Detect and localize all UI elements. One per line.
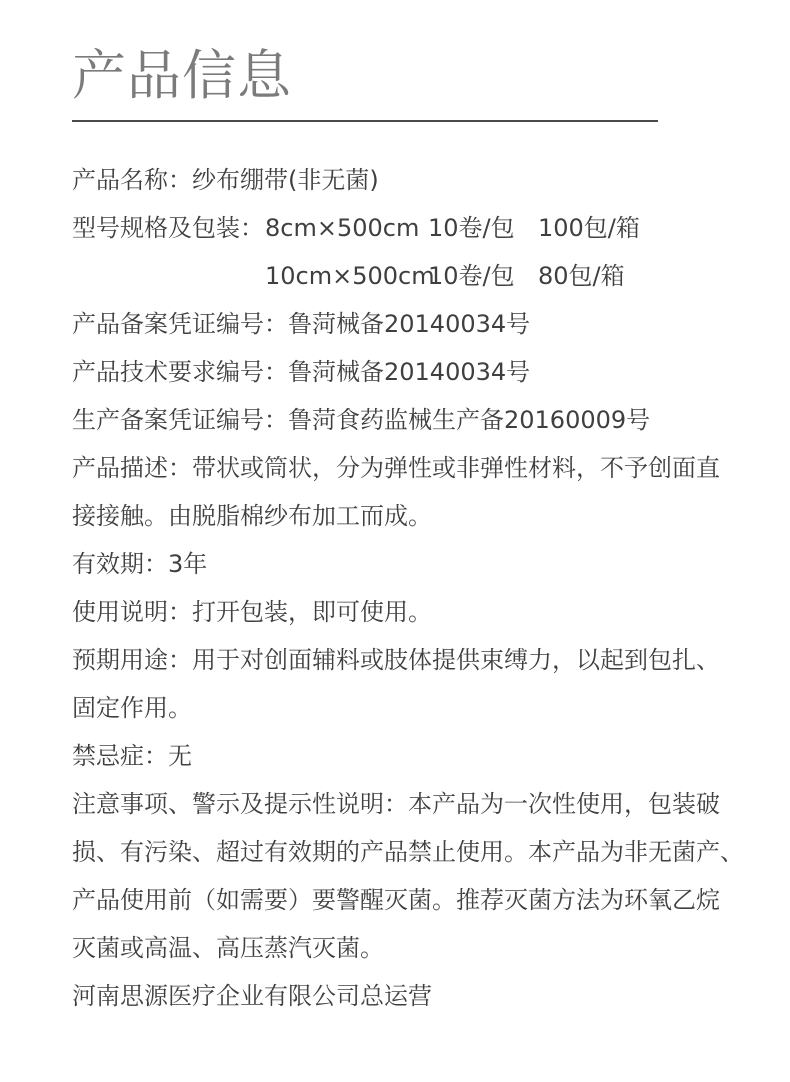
- field-value: 无: [168, 742, 192, 770]
- field-technical-requirement-no: [72, 348, 750, 396]
- spec-row-2: [72, 252, 750, 300]
- page-title: 产品信息: [72, 44, 292, 107]
- field-label: 产品名称：: [72, 166, 192, 194]
- field-contraindications: [72, 732, 750, 780]
- field-label: 生产备案凭证编号：: [72, 406, 288, 434]
- field-record-certificate-no: [72, 300, 750, 348]
- field-value: 灭菌或高温、高压蒸汽灭菌。: [72, 934, 384, 962]
- field-label: 产品备案凭证编号：: [72, 310, 288, 338]
- field-value: 用于对创面辅料或肢体提供束缚力，以起到包扎、: [192, 646, 720, 674]
- field-value: 鲁菏械备20140034号: [288, 310, 531, 338]
- field-value: 损、有污染、超过有效期的产品禁止使用。本产品为非无菌产、: [72, 838, 744, 866]
- field-precautions-line-1: [72, 780, 750, 828]
- field-value: 固定作用。: [72, 694, 192, 722]
- field-value: 纱布绷带(非无菌): [192, 166, 379, 194]
- spec-packs-per-carton: 100包/箱: [538, 214, 640, 242]
- product-info-content: [72, 156, 750, 1020]
- spec-rolls-per-pack: 10卷/包: [428, 262, 515, 290]
- field-value: 3年: [168, 550, 208, 578]
- field-value: 打开包装，即可使用。: [192, 598, 432, 626]
- field-description-line-1: [72, 444, 750, 492]
- field-label: 注意事项、警示及提示性说明：: [72, 790, 408, 818]
- field-value: 本产品为一次性使用，包装破: [408, 790, 720, 818]
- field-label: 使用说明：: [72, 598, 192, 626]
- field-label: 有效期：: [72, 550, 168, 578]
- field-usage-instructions: [72, 588, 750, 636]
- field-value: 带状或筒状，分为弹性或非弹性材料，不予创面直: [192, 454, 720, 482]
- spec-label: 型号规格及包装：: [72, 214, 264, 242]
- field-label: 产品技术要求编号：: [72, 358, 288, 386]
- spec-rolls-per-pack: 10卷/包: [428, 214, 515, 242]
- field-label: 禁忌症：: [72, 742, 168, 770]
- field-intended-use-line-1: [72, 636, 750, 684]
- field-precautions-line-4: [72, 924, 750, 972]
- field-intended-use-line-2: [72, 684, 750, 732]
- spec-packs-per-carton: 80包/箱: [538, 262, 625, 290]
- field-label: 预期用途：: [72, 646, 192, 674]
- field-value: 接接触。由脱脂棉纱布加工而成。: [72, 502, 432, 530]
- field-label: 产品描述：: [72, 454, 192, 482]
- field-precautions-line-3: [72, 876, 750, 924]
- spec-size: 8cm×500cm: [265, 214, 420, 242]
- title-rule: [72, 120, 658, 122]
- field-value: 鲁菏食药监械生产备20160009号: [288, 406, 651, 434]
- field-shelf-life: [72, 540, 750, 588]
- field-value: 鲁菏械备20140034号: [288, 358, 531, 386]
- field-product-name: [72, 156, 750, 204]
- field-operator: [72, 972, 750, 1020]
- field-value: 河南思源医疗企业有限公司总运营: [72, 982, 432, 1010]
- field-precautions-line-2: [72, 828, 750, 876]
- field-value: 产品使用前（如需要）要警醒灭菌。推荐灭菌方法为环氧乙烷: [72, 886, 720, 914]
- field-description-line-2: [72, 492, 750, 540]
- field-production-record-no: [72, 396, 750, 444]
- spec-size: 10cm×500cm: [265, 262, 435, 290]
- spec-row-1: [72, 204, 750, 252]
